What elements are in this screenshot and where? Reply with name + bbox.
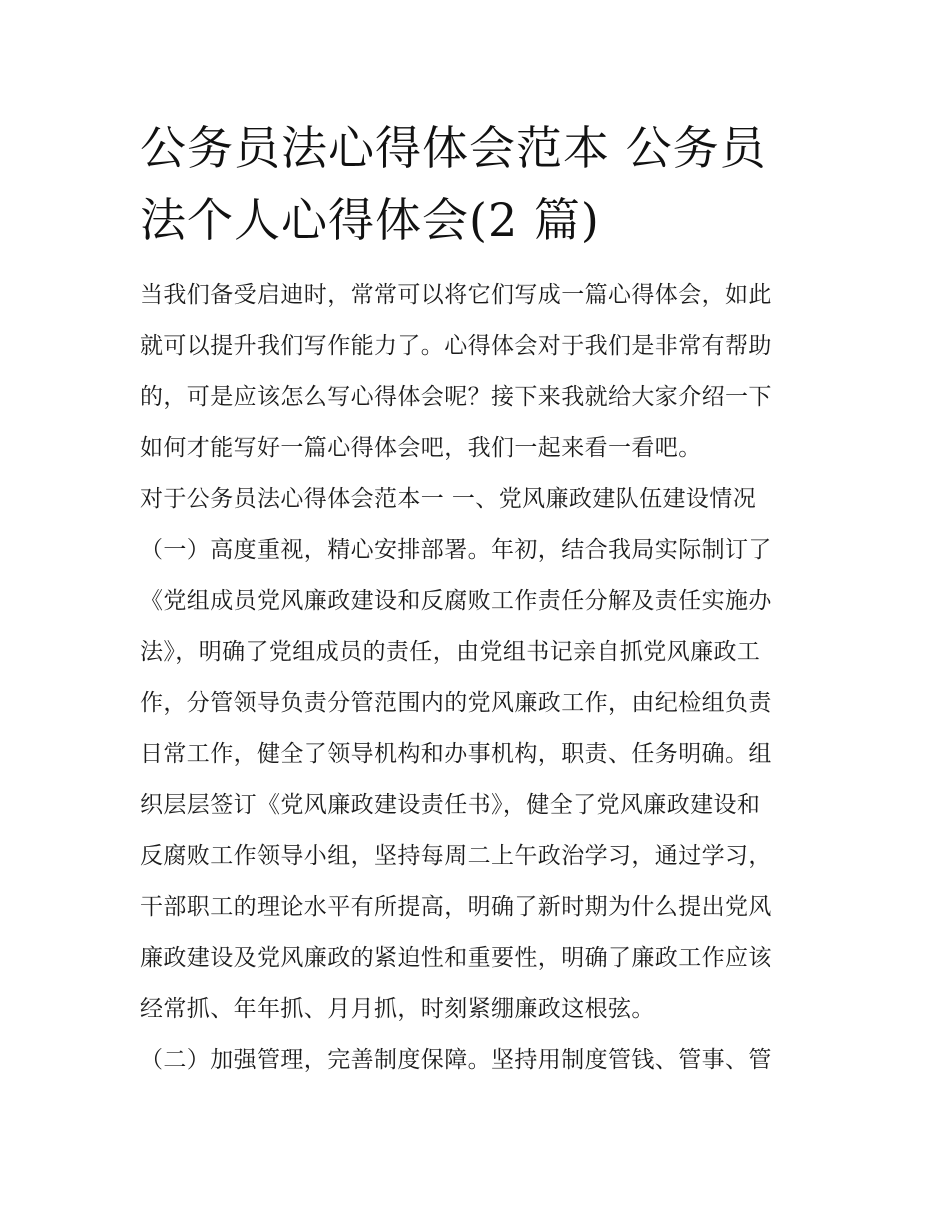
document-content: [140, 112, 820, 1086]
body-line: 作，分管领导负责分管范围内的党风廉政工作，由纪检组负责: [140, 690, 772, 716]
body-line: 《党组成员党风廉政建设和反腐败工作责任分解及责任实施办: [140, 588, 772, 614]
body-line: 干部职工的理论水平有所提高，明确了新时期为什么提出党风: [140, 894, 772, 920]
body-line: 反腐败工作领导小组，坚持每周二上午政治学习，通过学习，: [140, 843, 772, 869]
body-line: 对于公务员法心得体会范本一 一、党风廉政建队伍建设情况: [140, 486, 757, 512]
body-line: （一）高度重视，精心安排部署。年初，结合我局实际制订了: [140, 537, 772, 563]
body-line: 经常抓、年年抓、月月抓，时刻紧绷廉政这根弦。: [140, 996, 655, 1022]
title-line: 公务员法心得体会范本 公务员: [140, 121, 767, 175]
body-line: 织层层签订《党风廉政建设责任书》，健全了党风廉政建设和: [140, 792, 761, 818]
body-line: 的，可是应该怎么写心得体会呢？接下来我就给大家介绍一下: [140, 384, 772, 410]
body-line: （二）加强管理，完善制度保障。坚持用制度管钱、管事、管: [140, 1047, 772, 1073]
body-line: 法》，明确了党组成员的责任，由党组书记亲自抓党风廉政工: [140, 639, 761, 665]
document-body: [140, 270, 820, 1086]
body-line: 如何才能写好一篇心得体会吧，我们一起来看一看吧。: [140, 435, 702, 461]
body-line: 廉政建设及党风廉政的紧迫性和重要性，明确了廉政工作应该: [140, 945, 772, 971]
body-line: 当我们备受启迪时，常常可以将它们写成一篇心得体会，如此: [140, 282, 772, 308]
body-line: 日常工作，健全了领导机构和办事机构，职责、任务明确。组: [140, 741, 772, 767]
title-line: 法个人心得体会(2 篇): [140, 193, 600, 247]
body-line: 就可以提升我们写作能力了。心得体会对于我们是非常有帮助: [140, 333, 772, 359]
document-title: [140, 112, 820, 256]
